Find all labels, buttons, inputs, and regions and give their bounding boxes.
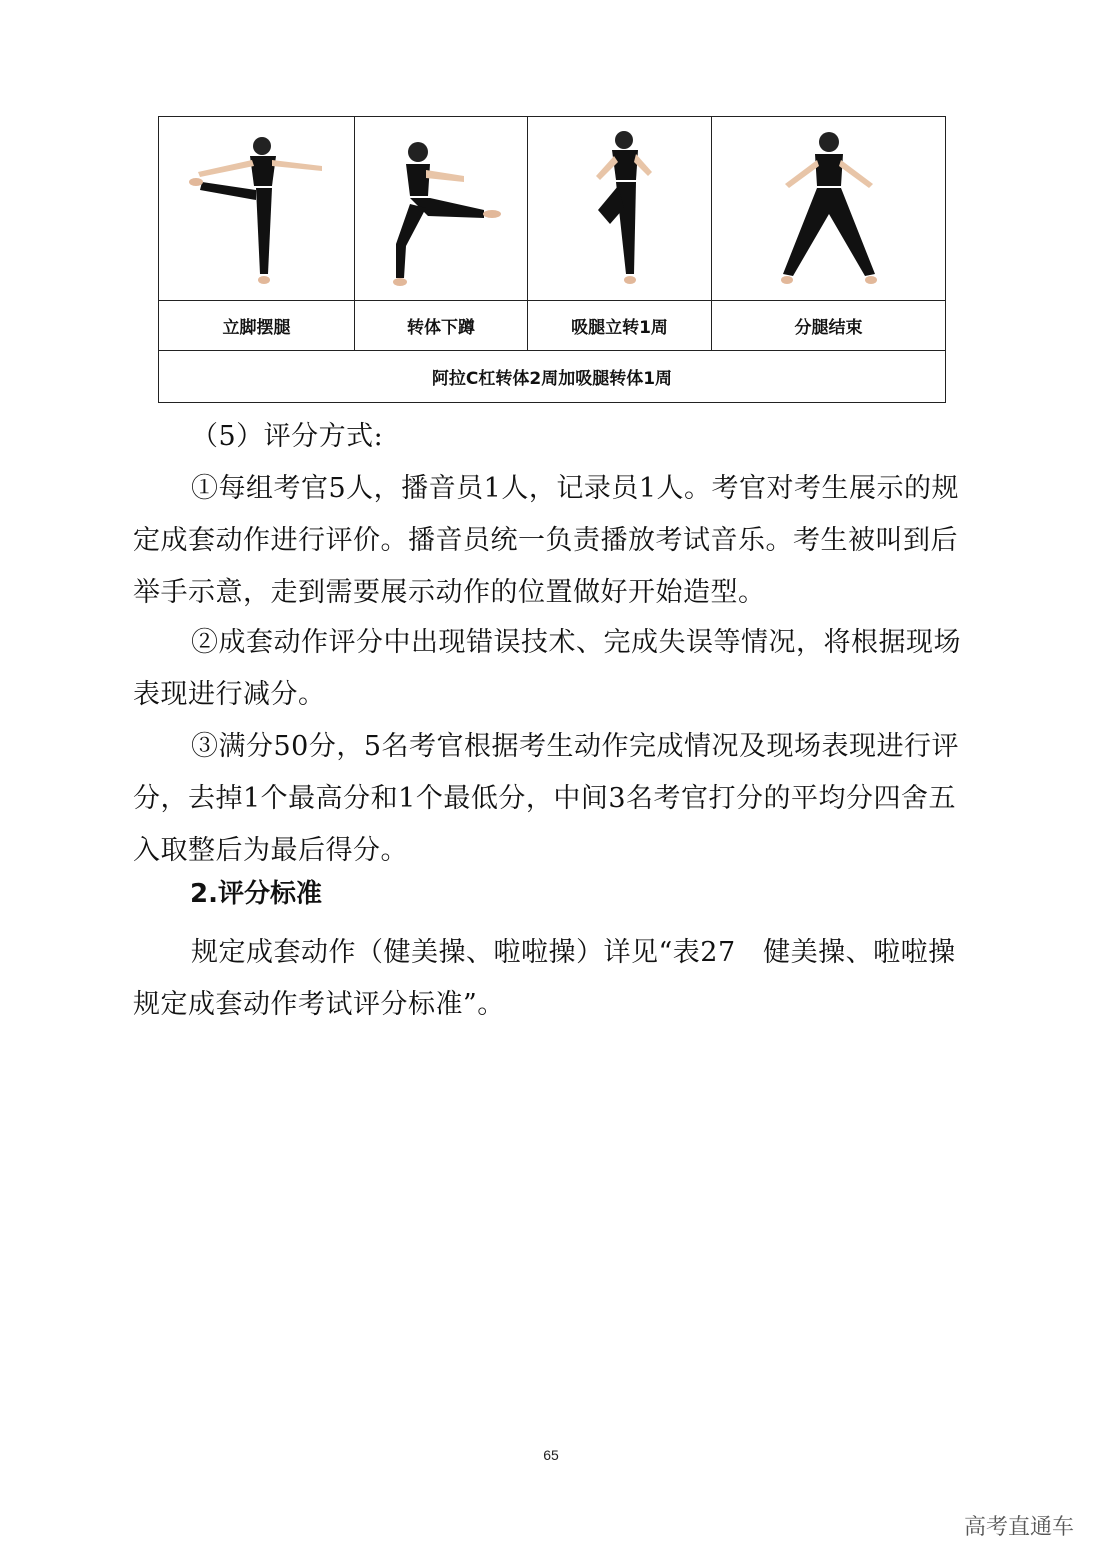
caption-split-end: 分腿结束 (712, 301, 946, 351)
scoring-item-3: ③满分50分，5名考官根据考生动作完成情况及现场表现进行评分，去掉1个最高分和1个最低分，中间3名考官打分的平均分四舍五入取整后为最后得分。 (133, 731, 960, 866)
scoring-item-1: ①每组考官5人，播音员1人，记录员1人。考官对考生展示的规定成套动作进行评价。播音员统一负责播放考试音乐。考生被叫到后举手示意，走到需要展示动作的位置做好开始造型。 (133, 473, 960, 608)
caption-leg-swing: 立脚摆腿 (159, 301, 355, 351)
pose-photo-cell-4 (712, 117, 946, 301)
page-number: 65 (543, 1447, 559, 1463)
standard-reference-text: 规定成套动作（健美操、啦啦操）详见“表27 健美操、啦啦操规定成套动作考试评分标准”。 (133, 937, 956, 1020)
watermark-logo-text: 高考直通车 (963, 1515, 1074, 1540)
caption-passe-turn: 吸腿立转1周 (528, 301, 712, 351)
dancer-turn-squat-image (366, 124, 516, 294)
pose-figure-table (158, 116, 946, 403)
dancer-split-legs-end-image (739, 124, 919, 294)
pose-photo-cell-3 (528, 117, 712, 301)
section-heading: 2.评分标准 (190, 879, 322, 909)
scoring-method-title: （5）评分方式: (191, 421, 384, 452)
dancer-leg-swing-image (172, 124, 342, 294)
table-footer-caption: 阿拉C杠转体2周加吸腿转体1周 (159, 351, 946, 403)
caption-turn-squat: 转体下蹲 (355, 301, 528, 351)
dancer-passe-turn-image (540, 124, 700, 294)
pose-photo-cell-1 (159, 117, 355, 301)
pose-photo-cell-2 (355, 117, 528, 301)
scoring-item-2: ②成套动作评分中出现错误技术、完成失误等情况，将根据现场表现进行减分。 (133, 627, 961, 710)
